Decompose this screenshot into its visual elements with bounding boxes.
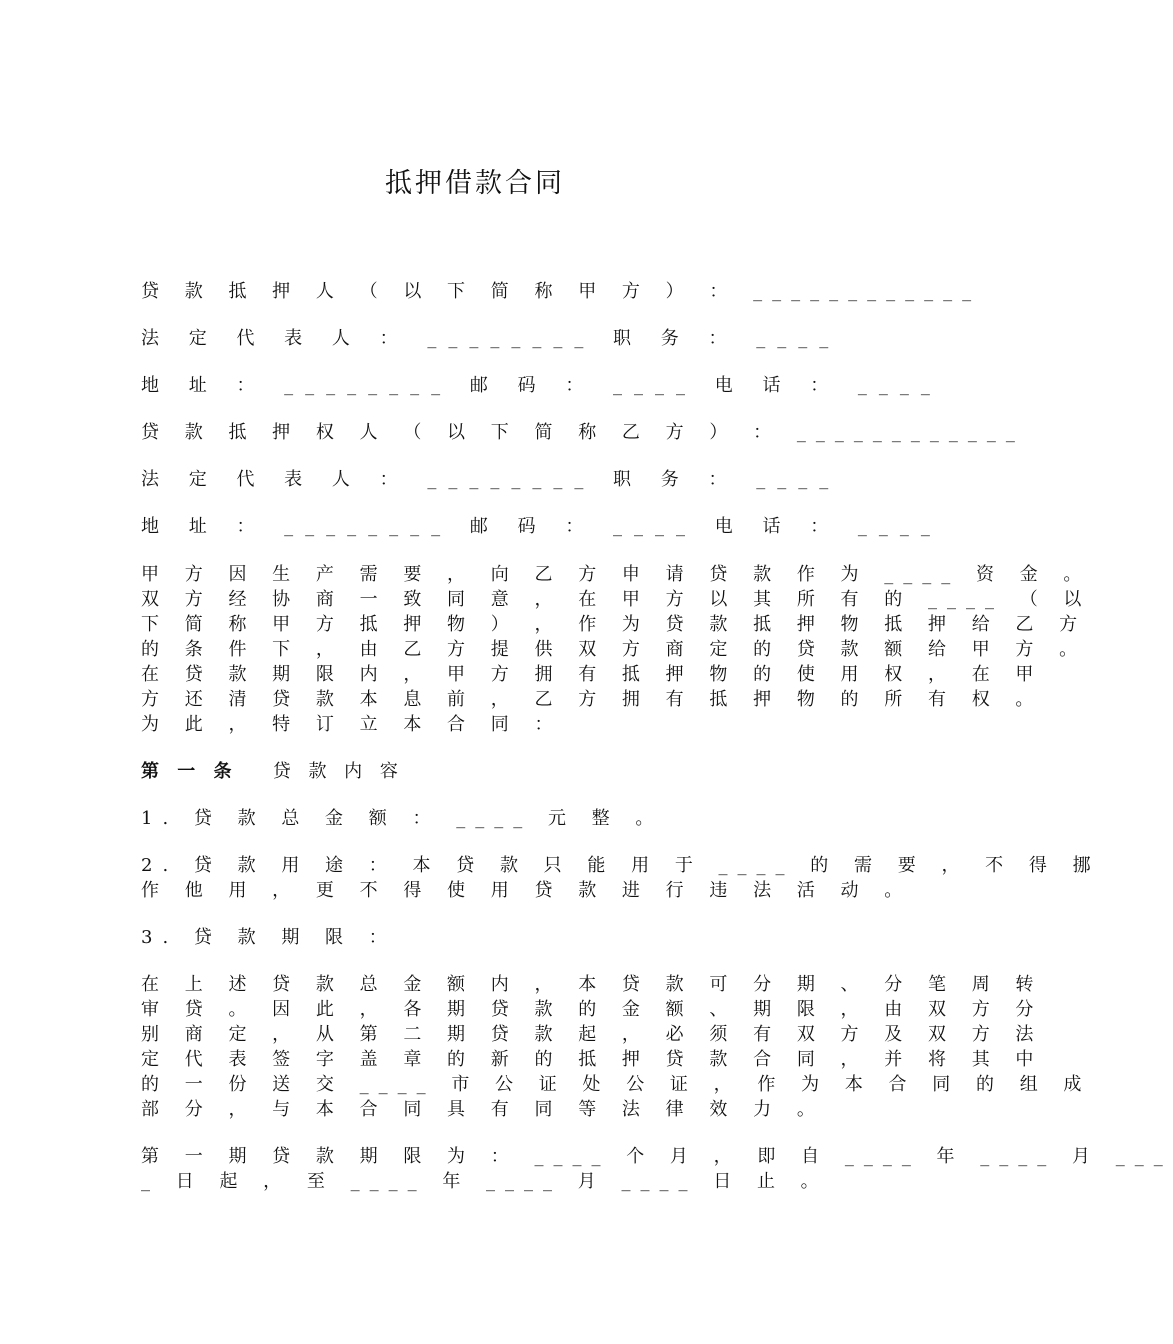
preamble-line: 下 简 称 甲 方 抵 押 物 ） ， 作 为 贷 款 抵 押 物 抵 押 给 乙 方 — [141, 614, 1088, 635]
borrower-representative-line — [141, 326, 857, 351]
lender-address-field: 地 址 ： ________ 邮 码 ： ____ 电 话 ： ____ — [141, 516, 942, 537]
borrower-address-field: 地 址 ： ________ 邮 码 ： ____ 电 话 ： ____ — [141, 375, 942, 396]
article-title: 贷 款 内 容 — [272, 761, 404, 782]
document-title: 抵押借款合同 — [385, 168, 565, 199]
preamble-line: 方 还 清 贷 款 本 息 前 ， 乙 方 拥 有 抵 押 物 的 所 有 权 。 — [141, 689, 1044, 710]
clause-2-line: 2. 贷 款 用 途 ： 本 贷 款 只 能 用 于 ____ 的 需 要 ， 不 得 挪 — [141, 855, 1101, 876]
borrower-line — [141, 279, 982, 304]
borrower-name-field: 贷 款 抵 押 人 （ 以 下 简 称 甲 方 ） ： ____________ — [141, 281, 982, 302]
first-period-paragraph — [141, 1144, 1173, 1194]
lender-address-line — [141, 514, 942, 539]
clause-1 — [141, 806, 857, 831]
loan-term-line: 定 代 表 签 字 盖 章 的 新 的 抵 押 贷 款 合 同 ， 并 将 其 中 — [141, 1049, 1044, 1070]
lender-representative-line — [141, 467, 857, 492]
preamble-line: 为 此 ， 特 订 立 本 合 同 ： — [141, 714, 563, 735]
article-number: 第 一 条 — [141, 761, 238, 782]
preamble-paragraph — [141, 562, 1092, 737]
lender-line — [141, 420, 1025, 445]
clause-3 — [141, 925, 857, 950]
clause-1-text: 1. 贷 款 总 金 额 ： ____ 元 整 。 — [141, 808, 664, 829]
loan-term-line: 部 分 ， 与 本 合 同 具 有 同 等 法 律 效 力 。 — [141, 1099, 825, 1120]
loan-term-paragraph — [141, 972, 1092, 1122]
loan-term-line: 在 上 述 贷 款 总 金 额 内 ， 本 贷 款 可 分 期 、 分 笔 周 转 — [141, 974, 1044, 995]
first-period-line: _ 日 起 ， 至 ____ 年 ____ 月 ____ 日 止 。 — [141, 1171, 829, 1192]
article-heading-line — [141, 759, 857, 784]
clause-3-text: 3. 贷 款 期 限 ： — [141, 927, 397, 948]
borrower-representative-field: 法 定 代 表 人 ： ________ 职 务 ： ____ — [141, 328, 841, 349]
loan-term-line: 审 贷 。 因 此 ， 各 期 贷 款 的 金 额 、 期 限 ， 由 双 方 分 — [141, 999, 1044, 1020]
borrower-address-line — [141, 373, 942, 398]
article-1-heading — [141, 759, 857, 784]
clause-2 — [141, 853, 1101, 903]
preamble-line: 双 方 经 协 商 一 致 同 意 ， 在 甲 方 以 其 所 有 的 ____ （ 以 — [141, 589, 1092, 610]
loan-term-line: 的 一 份 送 交 ____ 市 公 证 处 公 证 ， 作 为 本 合 同 的 组 成 — [141, 1074, 1092, 1095]
preamble-line: 的 条 件 下 ， 由 乙 方 提 供 双 方 商 定 的 贷 款 额 给 甲 方 。 — [141, 639, 1088, 660]
clause-2-line: 作 他 用 ， 更 不 得 使 用 贷 款 进 行 违 法 活 动 。 — [141, 880, 913, 901]
lender-representative-field: 法 定 代 表 人 ： ________ 职 务 ： ____ — [141, 469, 841, 490]
lender-name-field: 贷 款 抵 押 权 人 （ 以 下 简 称 乙 方 ） ： ____________ — [141, 422, 1025, 443]
preamble-line: 甲 方 因 生 产 需 要 ， 向 乙 方 申 请 贷 款 作 为 ____ 资 金 。 — [141, 564, 1092, 585]
first-period-line: 第 一 期 贷 款 期 限 为 ： ____ 个 月 ， 即 自 ____ 年 ____ 月 ___ — [141, 1146, 1173, 1167]
preamble-line: 在 贷 款 期 限 内 ， 甲 方 拥 有 抵 押 物 的 使 用 权 ， 在 甲 — [141, 664, 1044, 685]
loan-term-line: 别 商 定 ， 从 第 二 期 贷 款 起 ， 必 须 有 双 方 及 双 方 法 — [141, 1024, 1044, 1045]
